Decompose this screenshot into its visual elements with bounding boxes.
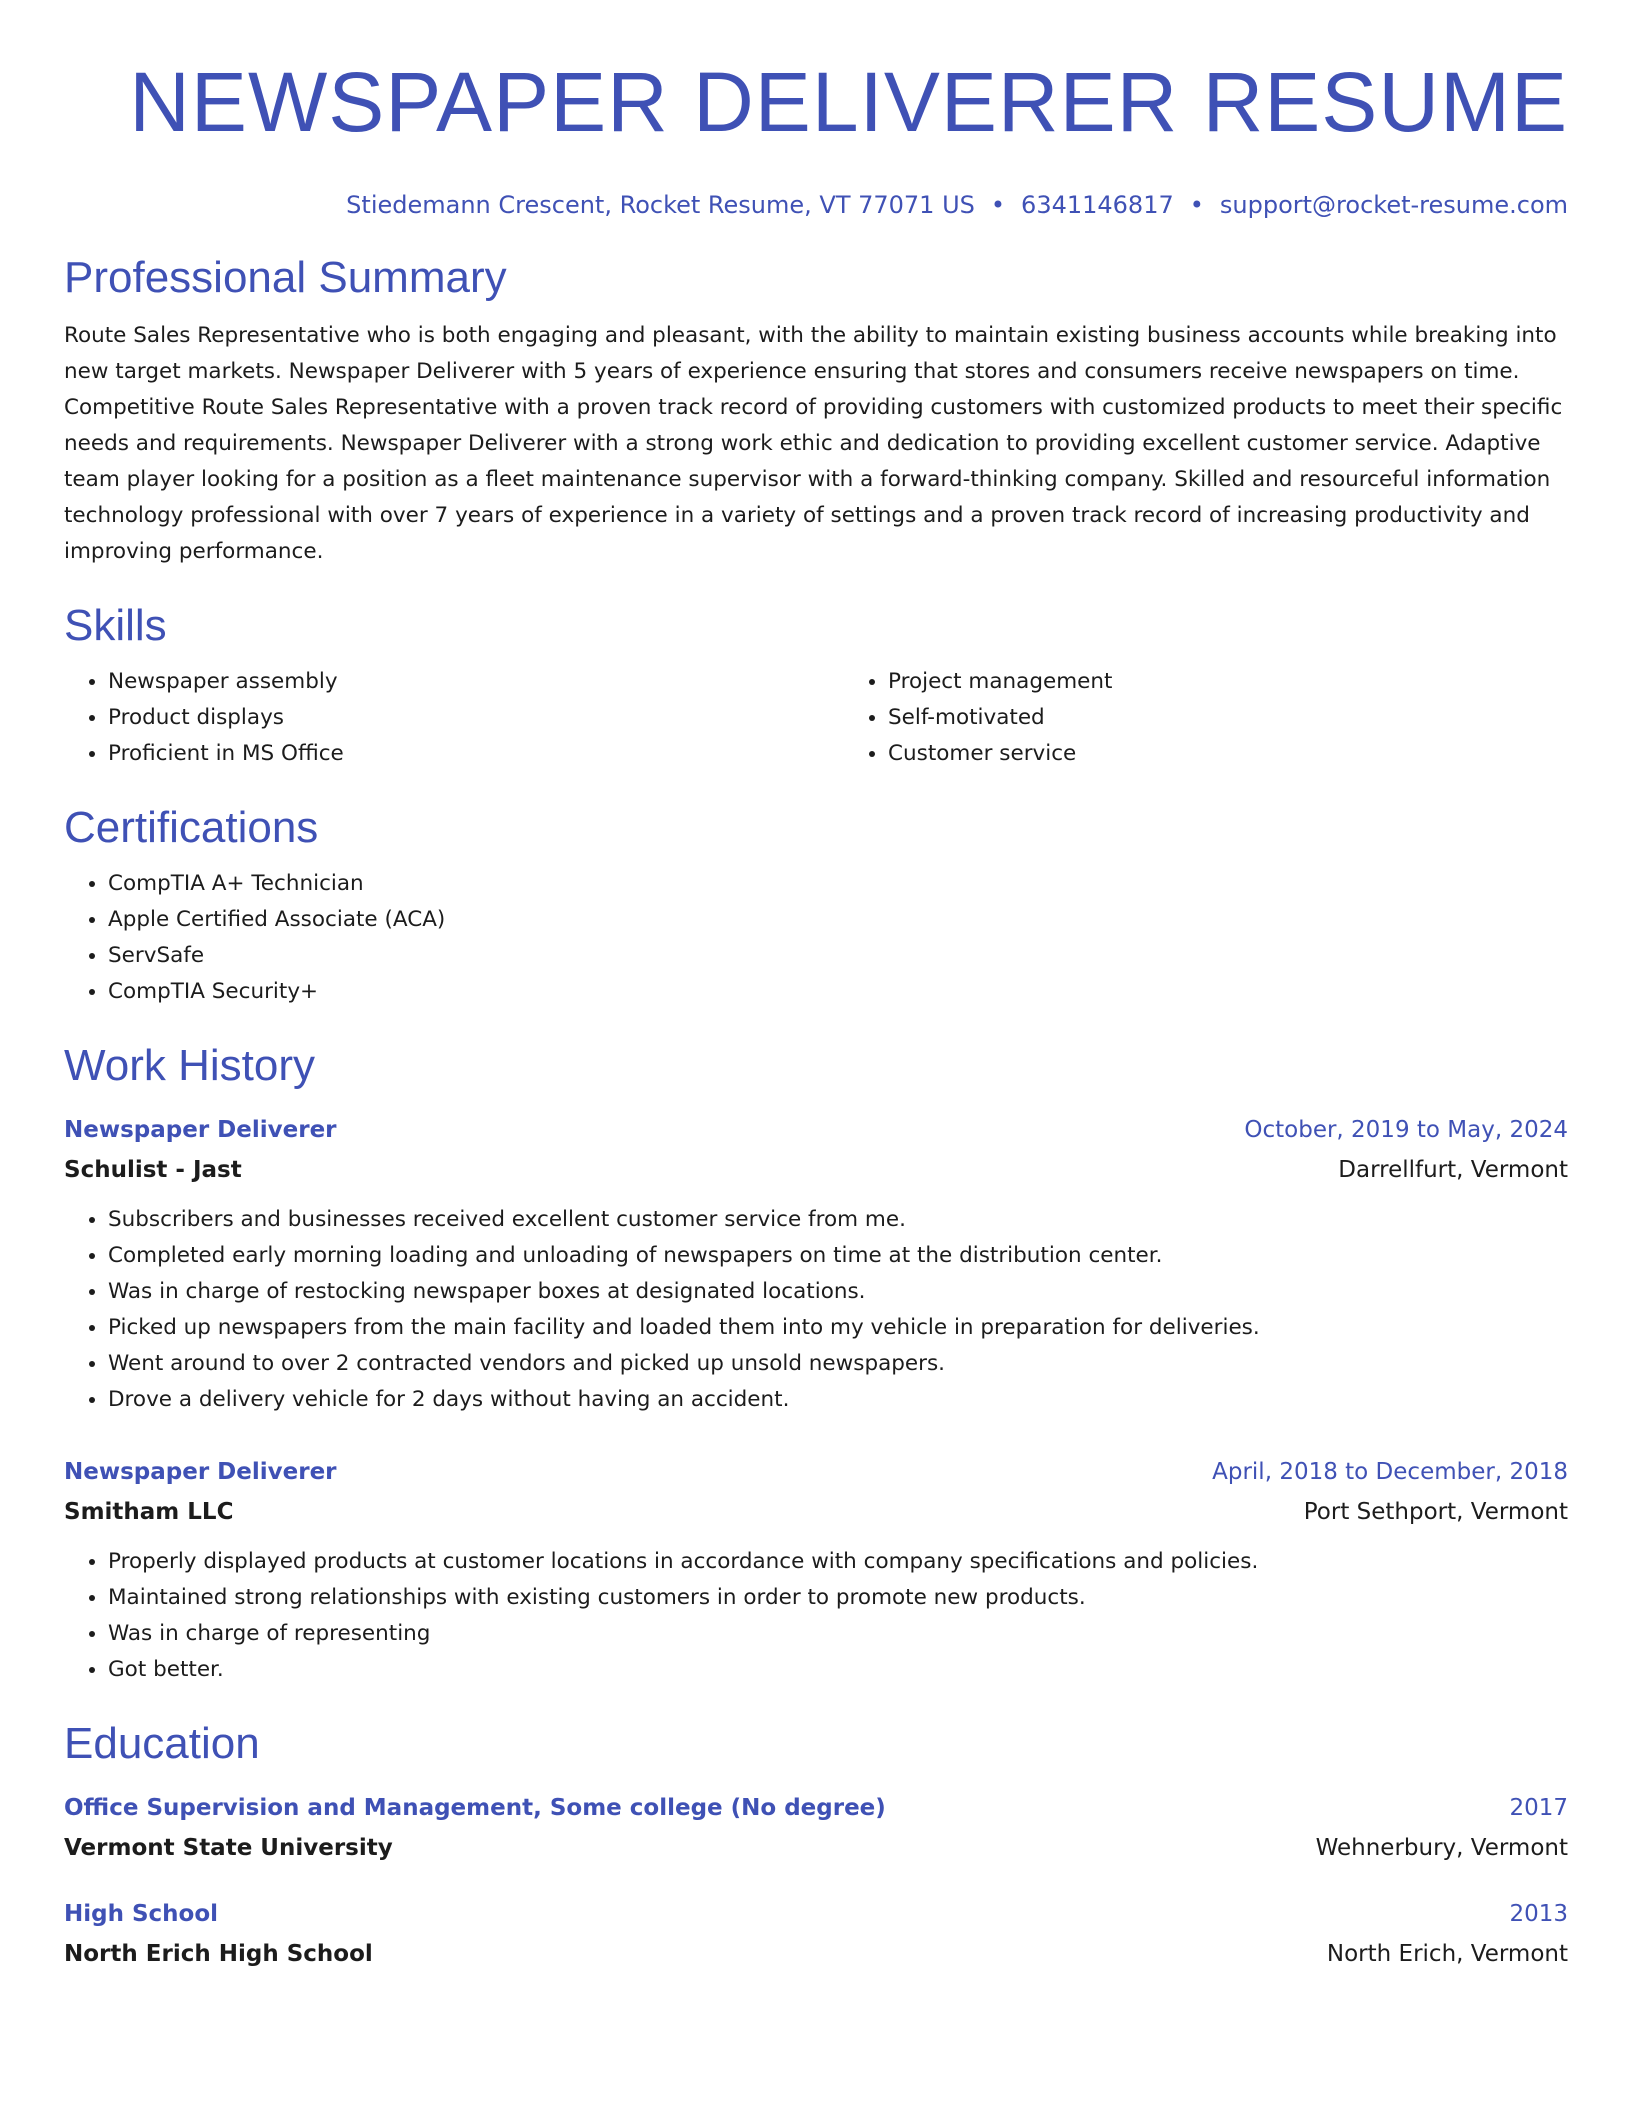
certification-item: • Apple Certified Associate (ACA) bbox=[108, 902, 1568, 938]
degree: Office Supervision and Management, Some college (No degree) bbox=[64, 1795, 886, 1821]
skills-heading: Skills bbox=[64, 601, 167, 650]
company-name: Smitham LLC bbox=[64, 1499, 234, 1525]
skill-item: • Product displays bbox=[108, 700, 844, 736]
skills-column-right bbox=[844, 664, 1624, 772]
job-entry bbox=[64, 1112, 1568, 1418]
separator-dot: • bbox=[1189, 191, 1204, 219]
job-bullets bbox=[64, 1544, 1568, 1688]
graduation-year: 2013 bbox=[1509, 1901, 1568, 1927]
education-subheader bbox=[64, 1932, 1568, 1972]
certification-item: • ServSafe bbox=[108, 938, 1568, 974]
certifications-list bbox=[64, 866, 1568, 1010]
job-subheader bbox=[64, 1490, 1568, 1530]
education-header bbox=[64, 1896, 1568, 1932]
skill-item: • Customer service bbox=[888, 736, 1624, 772]
separator-dot: • bbox=[990, 191, 1006, 219]
certifications-heading: Certifications bbox=[64, 803, 319, 852]
job-bullet: • Drove a delivery vehicle for 2 days without having an accident. bbox=[108, 1382, 1568, 1418]
work-history-heading: Work History bbox=[64, 1041, 315, 1090]
job-title: Newspaper Deliverer bbox=[64, 1459, 337, 1485]
job-header bbox=[64, 1454, 1568, 1490]
contact-line bbox=[64, 190, 1568, 220]
school-name: North Erich High School bbox=[64, 1941, 373, 1967]
job-bullet: • Subscribers and businesses received excellent customer service from me. bbox=[108, 1202, 1568, 1238]
job-bullet: • Was in charge of restocking newspaper boxes at designated locations. bbox=[108, 1274, 1568, 1310]
summary-text: Route Sales Representative who is both engaging and pleasant, with the ability to maintain existing business accounts while breaking into new target markets. Newspaper Deliverer with 5 years of experience ensuring that stores and consumers receive newspapers on time. Competitive Route Sales Representative with a proven track record of providing customers with customized products to meet their specific needs and requirements. Newspaper Deliverer with a strong work ethic and dedication to providing excellent customer service. Adaptive team player looking for a position as a fleet maintenance supervisor with a forward-thinking company. Skilled and resourceful information technology professional with over 7 years of experience in a variety of settings and a proven track record of increasing productivity and improving performance. bbox=[64, 323, 1563, 564]
job-title: Newspaper Deliverer bbox=[64, 1117, 337, 1143]
job-location: Port Sethport, Vermont bbox=[1303, 1499, 1568, 1525]
skill-item: • Proficient in MS Office bbox=[108, 736, 844, 772]
job-bullet: • Got better. bbox=[108, 1652, 1568, 1688]
summary-heading: Professional Summary bbox=[64, 253, 507, 302]
skills-list bbox=[64, 664, 1568, 772]
certification-item: • CompTIA A+ Technician bbox=[108, 866, 1568, 902]
job-dates: October, 2019 to May, 2024 bbox=[1244, 1117, 1568, 1143]
address: Stiedemann Crescent, Rocket Resume, VT 77071 US bbox=[346, 191, 975, 219]
job-bullet: • Was in charge of representing bbox=[108, 1616, 1568, 1652]
email-link[interactable]: support@rocket-resume.com bbox=[1219, 191, 1568, 219]
skill-item: • Newspaper assembly bbox=[108, 664, 844, 700]
job-dates: April, 2018 to December, 2018 bbox=[1212, 1459, 1568, 1485]
school-location: North Erich, Vermont bbox=[1326, 1941, 1568, 1967]
education-heading: Education bbox=[64, 1719, 260, 1768]
job-bullet: • Went around to over 2 contracted vendors and picked up unsold newspapers. bbox=[108, 1346, 1568, 1382]
school-name: Vermont State University bbox=[64, 1835, 393, 1861]
education-header bbox=[64, 1790, 1568, 1826]
job-header bbox=[64, 1112, 1568, 1148]
job-bullets bbox=[64, 1202, 1568, 1418]
skill-item: • Self-motivated bbox=[888, 700, 1624, 736]
school-location: Wehnerbury, Vermont bbox=[1315, 1835, 1568, 1861]
job-bullet: • Picked up newspapers from the main facility and loaded them into my vehicle in preparation for deliveries. bbox=[108, 1310, 1568, 1346]
graduation-year: 2017 bbox=[1509, 1795, 1568, 1821]
job-entry bbox=[64, 1454, 1568, 1688]
job-bullet: • Properly displayed products at customer locations in accordance with company specifications and policies. bbox=[108, 1544, 1568, 1580]
resume-title: NEWSPAPER DELIVERER RESUME bbox=[129, 55, 1568, 149]
job-location: Darrellfurt, Vermont bbox=[1338, 1157, 1568, 1183]
company-name: Schulist - Jast bbox=[64, 1157, 242, 1183]
education-entry bbox=[64, 1790, 1568, 1866]
job-subheader bbox=[64, 1148, 1568, 1188]
skill-item: • Project management bbox=[888, 664, 1624, 700]
job-bullet: • Completed early morning loading and unloading of newspapers on time at the distribution center. bbox=[108, 1238, 1568, 1274]
degree: High School bbox=[64, 1901, 219, 1927]
job-bullet: • Maintained strong relationships with existing customers in order to promote new products. bbox=[108, 1580, 1568, 1616]
education-entry bbox=[64, 1896, 1568, 1972]
education-subheader bbox=[64, 1826, 1568, 1866]
phone: 6341146817 bbox=[1021, 191, 1174, 219]
skills-column-left bbox=[64, 664, 844, 772]
certification-item: • CompTIA Security+ bbox=[108, 974, 1568, 1010]
